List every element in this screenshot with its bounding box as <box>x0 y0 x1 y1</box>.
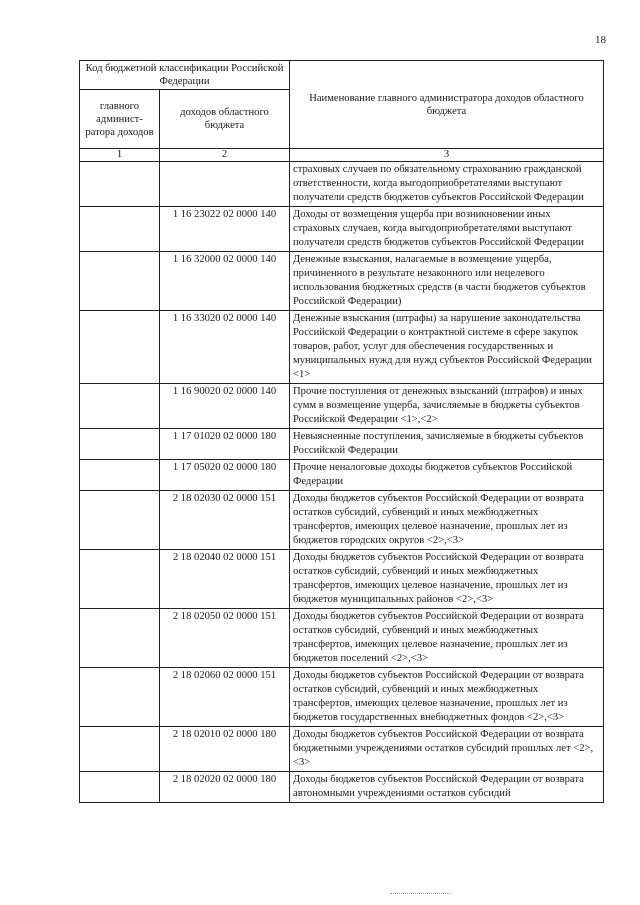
table-row <box>80 772 604 803</box>
name-cell: Доходы бюджетов субъектов Российской Федерации от возврата автономными учреждениями остатков субсидий <box>290 772 604 803</box>
code-cell: 1 17 01020 02 0000 180 <box>160 429 290 460</box>
code-cell: 1 16 90020 02 0000 140 <box>160 384 290 429</box>
footer-divider <box>390 893 450 895</box>
code-cell: 1 17 05020 02 0000 180 <box>160 460 290 491</box>
column-number: 1 <box>80 149 160 162</box>
header-code-column: доходов областного бюджета <box>160 90 290 149</box>
budget-classification-table <box>79 60 604 803</box>
table-row <box>80 491 604 550</box>
table-header <box>80 61 604 162</box>
table-row <box>80 550 604 609</box>
table-row <box>80 252 604 311</box>
code-cell <box>160 162 290 207</box>
table-row <box>80 609 604 668</box>
admin-cell <box>80 460 160 491</box>
table-row <box>80 727 604 772</box>
code-cell: 2 18 02010 02 0000 180 <box>160 727 290 772</box>
name-cell: Доходы бюджетов субъектов Российской Федерации от возврата бюджетными учреждениями остатков субсидий прошлых лет <2>,<3> <box>290 727 604 772</box>
table-row <box>80 207 604 252</box>
name-cell: страховых случаев по обязательному страхованию гражданской ответственности, когда выгодоприобретателями выступают получатели средств бюджетов субъектов Российской Федерации <box>290 162 604 207</box>
table-row <box>80 668 604 727</box>
name-cell: Денежные взыскания, налагаемые в возмещение ущерба, причиненного в результате незаконного или нецелевого использования бюджетных средств (в части бюджетов субъектов Российской Федерации) <box>290 252 604 311</box>
table-body <box>80 162 604 803</box>
table-row <box>80 311 604 384</box>
header-admin-column: главного админист-ратора доходов <box>80 90 160 149</box>
admin-cell <box>80 384 160 429</box>
code-cell: 2 18 02040 02 0000 151 <box>160 550 290 609</box>
admin-cell <box>80 252 160 311</box>
admin-cell <box>80 727 160 772</box>
admin-cell <box>80 207 160 252</box>
column-number-row <box>80 149 604 162</box>
code-cell: 1 16 32000 02 0000 140 <box>160 252 290 311</box>
admin-cell <box>80 491 160 550</box>
table-row <box>80 429 604 460</box>
column-number: 3 <box>290 149 604 162</box>
name-cell: Доходы бюджетов субъектов Российской Федерации от возврата остатков субсидий, субвенций и иных межбюджетных трансфертов, имеющих целевое назначение, прошлых лет из бюджетов поселений <2>,<3> <box>290 609 604 668</box>
admin-cell <box>80 772 160 803</box>
table-row <box>80 162 604 207</box>
name-cell: Доходы бюджетов субъектов Российской Федерации от возврата остатков субсидий, субвенций и иных межбюджетных трансфертов, имеющих целевое назначение, прошлых лет из бюджетов муниципальных районов <2>,<3> <box>290 550 604 609</box>
table-row <box>80 384 604 429</box>
admin-cell <box>80 550 160 609</box>
name-cell: Прочие неналоговые доходы бюджетов субъектов Российской Федерации <box>290 460 604 491</box>
admin-cell <box>80 668 160 727</box>
code-cell: 2 18 02060 02 0000 151 <box>160 668 290 727</box>
column-number: 2 <box>160 149 290 162</box>
code-cell: 1 16 23022 02 0000 140 <box>160 207 290 252</box>
admin-cell <box>80 162 160 207</box>
name-cell: Прочие поступления от денежных взысканий (штрафов) и иных сумм в возмещение ущерба, зачисляемые в бюджеты субъектов Российской Федерации <1>,<2> <box>290 384 604 429</box>
header-group-title: Код бюджетной классификации Российской Федерации <box>80 61 290 90</box>
name-cell: Невыясненные поступления, зачисляемые в бюджеты субъектов Российской Федерации <box>290 429 604 460</box>
name-cell: Доходы бюджетов субъектов Российской Федерации от возврата остатков субсидий, субвенций и иных межбюджетных трансфертов, имеющих целевое назначение, прошлых лет из бюджетов государственных внебюджетных фондов <2>,<3> <box>290 668 604 727</box>
header-name-column: Наименование главного администратора доходов областного бюджета <box>290 61 604 149</box>
table-row <box>80 460 604 491</box>
name-cell: Доходы от возмещения ущерба при возникновении иных страховых случаев, когда выгодоприобретателями выступают получатели средств бюджетов субъектов Российской Федерации <box>290 207 604 252</box>
code-cell: 1 16 33020 02 0000 140 <box>160 311 290 384</box>
admin-cell <box>80 429 160 460</box>
code-cell: 2 18 02020 02 0000 180 <box>160 772 290 803</box>
name-cell: Доходы бюджетов субъектов Российской Федерации от возврата остатков субсидий, субвенций и иных межбюджетных трансфертов, имеющих целевое назначение, прошлых лет из бюджетов городских округов <2>,<3> <box>290 491 604 550</box>
page-number: 18 <box>595 34 606 46</box>
admin-cell <box>80 609 160 668</box>
admin-cell <box>80 311 160 384</box>
code-cell: 2 18 02030 02 0000 151 <box>160 491 290 550</box>
name-cell: Денежные взыскания (штрафы) за нарушение законодательства Российской Федерации о контрактной системе в сфере закупок товаров, работ, услуг для обеспечения государственных и муниципальных нужд для нужд субъектов Российской Федерации <1> <box>290 311 604 384</box>
code-cell: 2 18 02050 02 0000 151 <box>160 609 290 668</box>
